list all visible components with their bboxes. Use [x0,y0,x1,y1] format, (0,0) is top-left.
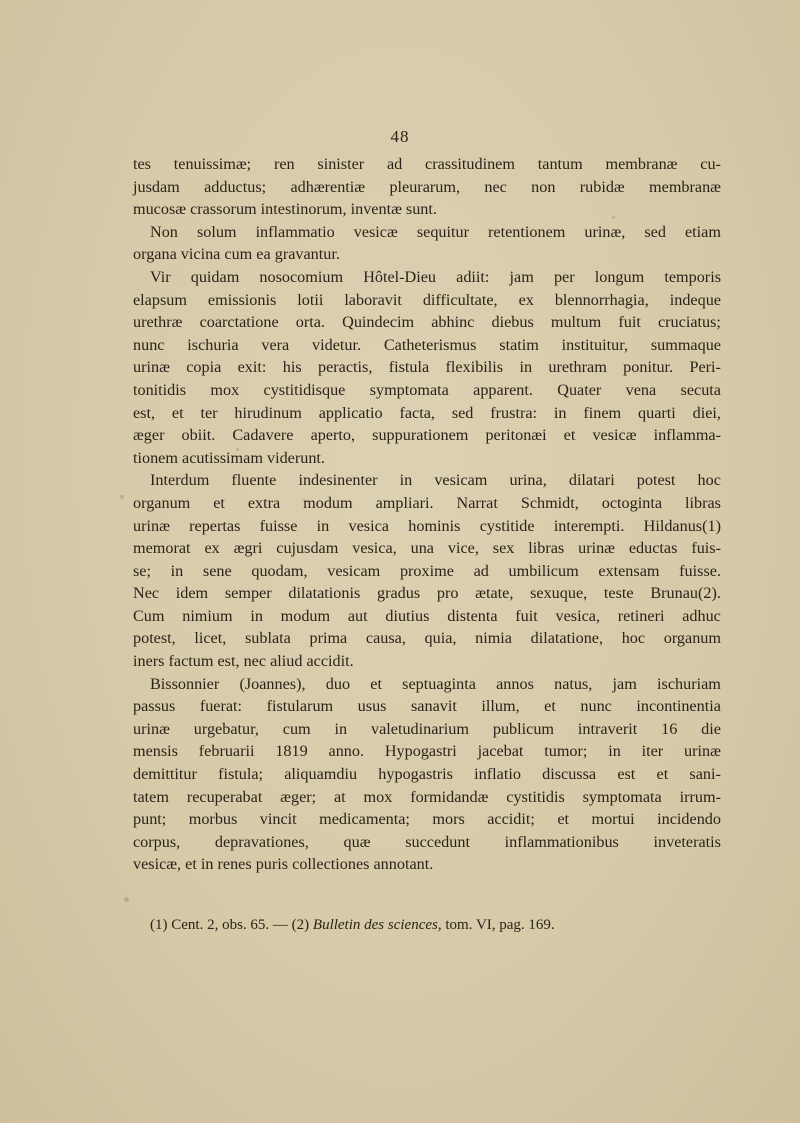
word: urinæ [133,358,170,377]
word: vincit [259,810,297,829]
word: 16 [661,719,678,738]
word: se; [133,561,151,580]
word: septuaginta [402,674,476,693]
word: libras [528,539,565,558]
word: demittitur [133,765,197,784]
word: die [701,719,721,738]
word: urinæ [684,742,721,761]
text-line [133,673,721,696]
word: mox [210,380,240,399]
word: hominis [408,516,461,535]
word: est, [133,403,156,422]
word: cruciatus; [657,313,721,332]
word: Peri- [689,358,721,377]
word: diei, [692,403,721,422]
word: vesicæ [353,222,398,241]
word: dilatationis [288,584,361,603]
word: emissionis [207,290,277,309]
word: cu- [700,155,721,173]
word: organum [133,493,191,512]
word: non [531,177,556,196]
word: in [519,358,533,377]
word: potest [636,471,676,490]
word: in [316,516,330,535]
word: Non [150,222,178,241]
word: fuit [515,606,538,625]
text-line [133,808,721,831]
word: teste [603,584,634,603]
word: lotii [297,290,324,309]
word: peractis, [318,358,373,377]
word: symptomata [582,787,662,806]
word: membranæ [649,177,721,196]
word: nunc [133,335,165,354]
text-line [133,492,721,515]
word: fistula [388,358,430,377]
word: Cadavere [232,426,294,445]
word: fuisse [259,516,298,535]
word: fuis- [691,539,721,558]
word: sexuque, [530,584,588,603]
paper-speck [612,216,615,219]
word: vesicæ [592,426,637,445]
word: vesicam [434,471,488,490]
word: aperto, [310,426,356,445]
text-line [133,176,721,199]
word: sene [202,561,232,580]
word: temporis [664,267,721,286]
word: quodam, [251,561,308,580]
text-line: organa vicina cum ea gravantur. [133,245,340,264]
text-line [133,311,721,334]
word: in [553,403,567,422]
word: vesica, [555,606,600,625]
word: ægri [233,539,263,558]
word: etiam [685,222,721,241]
text-line [133,831,721,854]
word: licet, [194,629,227,648]
word: illum, [481,697,520,716]
paper-speck [124,897,129,902]
word: nunc [580,697,612,716]
word: Cum [133,606,165,625]
word: diebus [491,313,534,332]
word: intraverit [577,719,638,738]
word: ischuria [187,335,239,354]
word: fuit [618,313,641,332]
word: irrum- [679,787,721,806]
word: sed [451,403,474,422]
word: Hôtel-Dieu [363,267,437,286]
word: extensam [598,561,660,580]
word: vena [625,380,657,399]
word: Quindecim [342,313,415,332]
word: incontinentia [636,697,721,716]
word: hoc [621,629,646,648]
word: retineri [617,606,665,625]
word: mox [363,787,393,806]
word: fistula; [218,765,264,784]
word: applicatio [318,403,383,422]
word: ad [386,155,403,173]
word: extra [247,493,281,512]
word: ex [204,539,220,558]
word: februarii [198,742,255,761]
word: ter [200,403,218,422]
word: una [410,539,434,558]
word: sequitur [416,222,469,241]
word: cystitidisque [263,380,346,399]
word: interempti. [553,516,625,535]
word: et [544,697,556,716]
word: jusdam [133,177,180,196]
word: indeque [669,290,721,309]
word: jacebat [477,742,524,761]
text-line [133,424,721,447]
text-line [133,740,721,763]
word: et [370,674,382,693]
word: proxime [399,561,454,580]
paper-speck [120,495,124,499]
word: eductas [628,539,678,558]
word: Catheterismus [383,335,477,354]
word: Brunau(2). [650,584,721,603]
word: in [334,719,348,738]
word: secuta [680,380,721,399]
body-text [133,153,721,876]
word: urinæ [133,719,170,738]
word: sublata [244,629,291,648]
word: in [170,561,184,580]
word: aliquamdiu [284,765,358,784]
word: tonitidis [133,380,187,399]
text-line [133,695,721,718]
word: Nec [133,584,160,603]
word: in [399,471,413,490]
word: et [213,493,225,512]
word: ischuriam [657,674,721,693]
word: coarctatione [199,313,279,332]
text-line [133,786,721,809]
word: exit: [237,358,267,377]
word: apparent. [473,380,533,399]
word: nosocomium [259,267,344,286]
text-line [133,718,721,741]
word: aut [347,606,368,625]
word: solum [196,222,237,241]
word: ætate, [475,584,514,603]
word: usus [357,697,387,716]
word: fistularum [266,697,334,716]
text-line: mucosæ crassorum intestinorum, inventæ sunt. [133,200,437,219]
word: mensis [133,742,178,761]
text-line [133,153,721,176]
word: laboravit [344,290,402,309]
word: vera [261,335,290,354]
word: ad [473,561,489,580]
word: mortui [591,810,635,829]
word: adductus; [204,177,267,196]
word: mors [432,810,465,829]
word: peritonæi [485,426,547,445]
text-line [133,469,721,492]
word: quia, [424,629,457,648]
word: urethram [548,358,607,377]
word: octoginta [601,493,663,512]
word: Schmidt, [520,493,579,512]
word: fuisse. [679,561,721,580]
word: membranæ [605,155,678,173]
word: elapsum [133,290,187,309]
word: umbilicum [508,561,579,580]
text-line [133,402,721,425]
word: pro [436,584,459,603]
word: duo [325,674,351,693]
word: gradus [377,584,421,603]
word: fuerat: [199,697,243,716]
text-line [133,537,721,560]
word: cystitide [479,516,535,535]
word: ampliari. [375,493,434,512]
word: dilatatione, [530,629,604,648]
word: discussa [542,765,597,784]
word: passus [133,697,176,716]
word: cystitidis [506,787,565,806]
text-line [133,221,721,244]
word: tatem [133,787,169,806]
word: statim [499,335,539,354]
word: sed [644,222,666,241]
word: instituitur, [561,335,629,354]
word: æger; [280,787,317,806]
word: distenta [447,606,498,625]
word: corpus, [133,832,181,851]
word: abhinc [431,313,475,332]
word: adiit: [456,267,490,286]
word: Vir [150,267,171,286]
word: adhuc [682,606,721,625]
word: indesinenter [298,471,378,490]
word: vesica [348,516,389,535]
word: vice, [447,539,479,558]
text-line [133,763,721,786]
word: 1819 [275,742,308,761]
word: iter [641,742,664,761]
word: inflammationibus [504,832,619,851]
word: finem [583,403,622,422]
word: cum [282,719,311,738]
word: annos [496,674,534,693]
word: sanavit [411,697,457,716]
word: ren [273,155,295,173]
word: pleurarum, [389,177,461,196]
word: his [282,358,302,377]
word: incidendo [657,810,721,829]
footnote-location: tom. VI, pag. 169. [441,917,555,933]
word: multum [550,313,602,332]
word: Quater [557,380,602,399]
text-line [133,356,721,379]
word: flexibilis [445,358,504,377]
word: in [608,742,621,761]
word: Hildanus(1) [643,516,721,535]
word: morbus [188,810,238,829]
word: et [557,810,570,829]
word: et [563,426,576,445]
word: medicamenta; [319,810,410,829]
word: diutius [385,606,430,625]
text-line: iners factum est, nec aliud accidit. [133,652,354,671]
word: libras [684,493,721,512]
word: Bissonnier [150,674,220,693]
word: anno. [328,742,365,761]
page-number: 48 [390,127,410,146]
word: longum [594,267,645,286]
word: cujusdam [276,539,339,558]
word: (Joannes), [239,674,306,693]
word: crassitudinem [425,155,515,173]
word: retentionem [488,222,566,241]
text-line [133,560,721,583]
word: jam [509,267,534,286]
word: inflatio [474,765,521,784]
word: videtur. [312,335,362,354]
word: modum [303,493,353,512]
word: summaque [650,335,721,354]
word: orta. [295,313,326,332]
word: est [617,765,636,784]
paper-speck [236,448,239,451]
word: depravationes, [214,832,309,851]
word: repertas [189,516,241,535]
word: ponitur. [623,358,674,377]
word: hoc [697,471,721,490]
word: sinister [317,155,365,173]
word: formidandæ [410,787,489,806]
word: et [171,403,184,422]
footnote-refs: (1) Cent. 2, obs. 65. — (2) [150,917,313,933]
word: Interdum [150,471,210,490]
word: quidam [190,267,240,286]
word: copia [186,358,222,377]
word: urina, [509,471,547,490]
word: urgebatur, [193,719,259,738]
word: et [656,765,669,784]
text-line [133,515,721,538]
word: urinæ [133,516,170,535]
word: urethræ [133,313,183,332]
word: tumor; [544,742,588,761]
word: fluente [231,471,277,490]
word: facta, [399,403,435,422]
word: nec [484,177,507,196]
word: inflamma- [653,426,721,445]
word: at [334,787,346,806]
word: causa, [365,629,406,648]
word: tes [133,155,151,173]
word: idem [175,584,209,603]
word: modum [280,606,331,625]
text-line: vesicæ, et in renes puris collectiones annotant. [133,855,434,874]
word: frustra: [490,403,538,422]
text-line [133,605,721,628]
footnote [150,917,750,934]
word: obiit. [181,426,216,445]
word: recuperabat [186,787,263,806]
word: vesicam [327,561,381,580]
word: æger [133,426,165,445]
text-line [133,379,721,402]
text-line [133,627,721,650]
word: publicum [492,719,555,738]
word: jam [612,674,637,693]
text-line [133,582,721,605]
word: ex [518,290,534,309]
word: inveteratis [653,832,721,851]
word: tenuissimæ; [173,155,252,173]
word: Hypogastri [384,742,457,761]
word: urinæ [578,539,615,558]
word: hirudinum [234,403,302,422]
word: natus, [554,674,593,693]
word: nimia [475,629,512,648]
word: semper [224,584,272,603]
word: rubidæ [579,177,625,196]
footnote-journal: Bulletin des sciences, [312,917,442,933]
word: dilatari [568,471,615,490]
word: quarti [638,403,676,422]
word: difficultate, [422,290,498,309]
word: prima [309,629,348,648]
word: adhærentiæ [290,177,366,196]
word: symptomata [369,380,449,399]
word: vesica, [352,539,397,558]
word: suppurationem [372,426,469,445]
word: quæ [343,832,371,851]
word: accidit; [487,810,535,829]
word: urinæ, [584,222,626,241]
word: sex [492,539,515,558]
word: punt; [133,810,167,829]
word: Narrat [456,493,498,512]
word: valetudinarium [370,719,469,738]
word: inflammatio [255,222,335,241]
word: hypogastris [378,765,453,784]
word: in [250,606,263,625]
word: per [553,267,575,286]
word: memorat [133,539,191,558]
word: succedunt [405,832,470,851]
word: blennorrhagia, [554,290,649,309]
text-line: tionem acutissimam viderunt. [133,448,325,467]
word: sani- [689,765,721,784]
word: tantum [537,155,583,173]
text-line [133,289,721,312]
word: nimium [182,606,233,625]
text-line [133,334,721,357]
word: potest, [133,629,176,648]
word: organum [663,629,721,648]
text-line [133,266,721,289]
